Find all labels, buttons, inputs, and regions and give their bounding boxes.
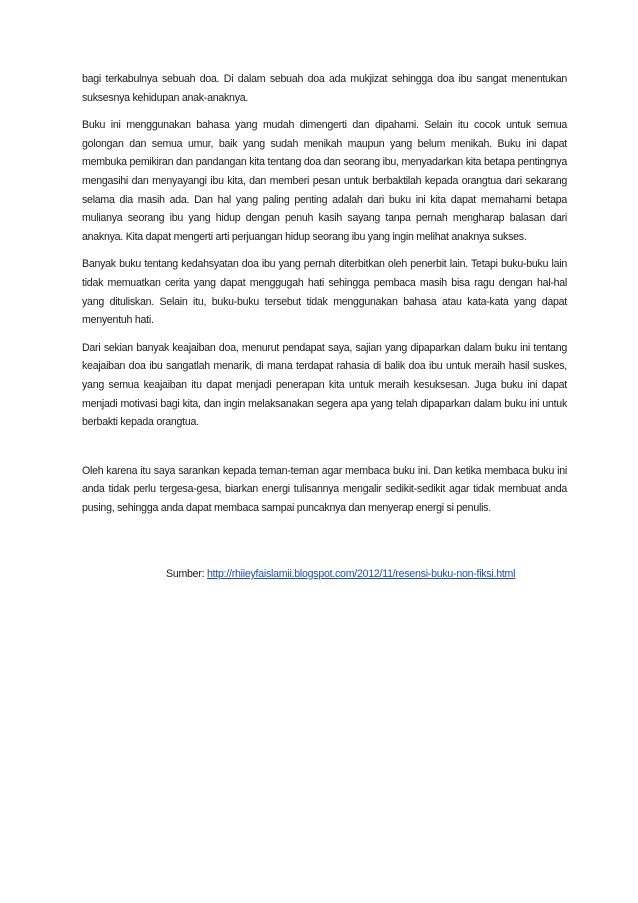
paragraph-opinion: Dari sekian banyak keajaiban doa, menurut pendapat saya, sajian yang dipaparkan dalam buku ini tentang keajaiban doa ibu sangatlah menarik, di mana terdapat rahasia di balik doa ibu untuk meraih hasil suskes, yang semua keajaiban itu dapat menjadi penerapan kita untuk meraih kesuksesan. Juga buku ini dapat menjadi motivasi bagi kita, dan ingin melaksanakan segera apa yang telah dipaparkan dalam buku ini untuk berbakti kepada orangtua.: [82, 341, 567, 429]
paragraph-continuation: bagi terkabulnya sebuah doa. Di dalam sebuah doa ada mukjizat sehingga doa ibu sangat menentukan suksesnya kehidupan anak-anaknya.: [82, 73, 567, 104]
source-citation: [166, 565, 515, 583]
document-body: [82, 70, 567, 526]
paragraph-language: Buku ini menggunakan bahasa yang mudah dimengerti dan dipahami. Selain itu cocok untuk semua golongan dan semua umur, baik yang sudah menikah maupun yang belum menikah. Buku ini dapat membuka pemikiran dan pandangan kita tentang doa dan seorang ibu, menyadarkan kita betapa pentingnya mengasihi dan menyayangi ibu kita, dan memberi pesan untuk berbaktilah kepada orangtua dari sekarang selama dia masih ada. Dan hal yang paling penting adalah dari buku ini kita dapat memahami betapa mulianya seorang ibu yang hidup dengan penuh kasih sayang tanpa pernah mengharap balasan dari anaknya. Kita dapat mengerti arti perjuangan hidup seorang ibu yang ingin melihat anaknya sukses.: [82, 119, 567, 243]
source-label: Sumber:: [166, 568, 207, 580]
source-link[interactable]: http://rhiieyfaislamii.blogspot.com/2012/11/resensi-buku-non-fiksi.html: [206, 568, 516, 580]
paragraph-recommendation: Oleh karena itu saya sarankan kepada teman-teman agar membaca buku ini. Dan ketika membaca buku ini anda tidak perlu tergesa-gesa, biarkan energi tulisannya mengalir sedikit-sedikit agar tidak membuat anda pusing, sehingga anda dapat membaca sampai puncaknya dan menyerap energi si penulis.: [82, 464, 567, 514]
paragraph-comparison: Banyak buku tentang kedahsyatan doa ibu yang pernah diterbitkan oleh penerbit lain. Tetapi buku-buku lain tidak memuatkan cerita yang dapat menggugah hati sehingga pembaca masih bisa ragu dengan hal-hal yang dituliskan. Selain itu, buku-buku tersebut tidak menggunakan bahasa atau kata-kata yang dapat menyentuh hati.: [82, 258, 567, 327]
